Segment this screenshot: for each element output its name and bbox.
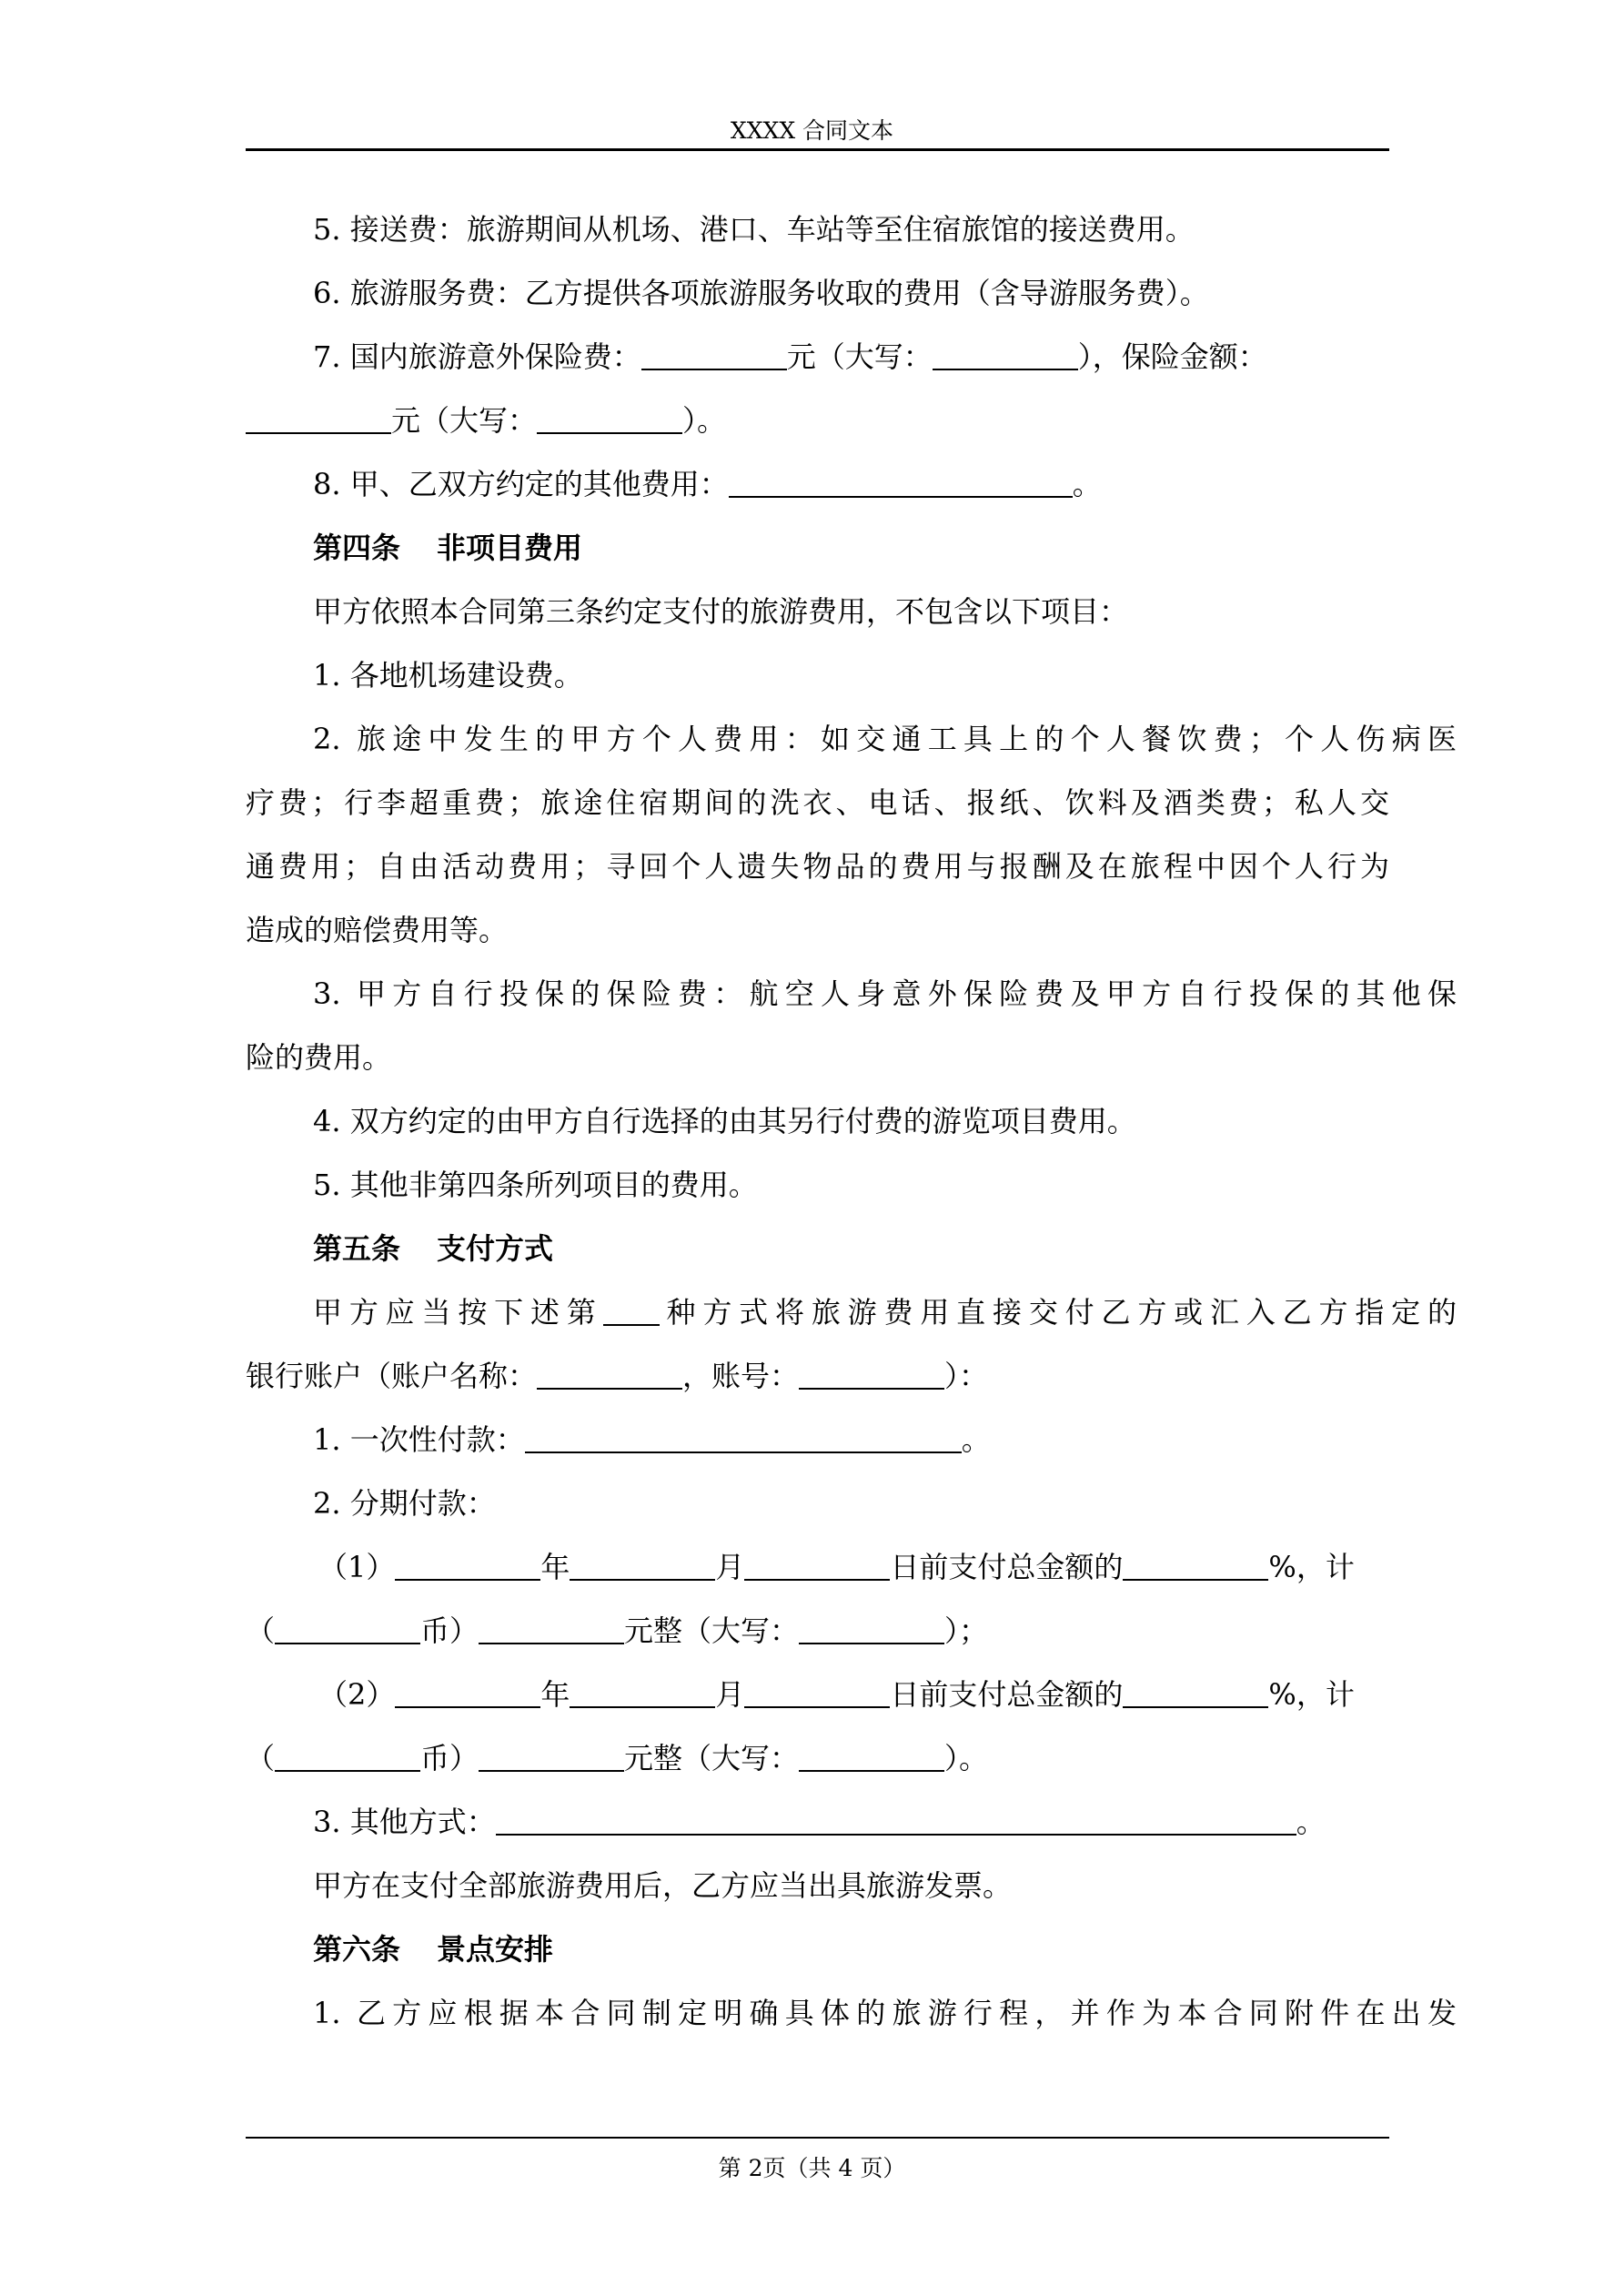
article-5-number: 第五条 (313, 1231, 401, 1266)
article-5-intro (246, 1294, 1457, 1330)
item-7-end: ）。 (682, 403, 727, 438)
article-6-title: 景点安排 (437, 1932, 554, 1967)
installment-1-month-blank[interactable] (570, 1552, 715, 1581)
yuan-label: 元整（大写： (624, 1613, 800, 1648)
header-divider (246, 148, 1389, 151)
article-6-number: 第六条 (313, 1932, 401, 1967)
bank-account-end: ）： (944, 1359, 989, 1393)
payment-option-2: 2. 分期付款： (313, 1486, 496, 1521)
article-4-heading (246, 530, 1457, 566)
item-7-yuan-2: 元（大写： (391, 403, 538, 438)
yuan-label: 元整（大写： (624, 1741, 800, 1775)
year-label: 年 (540, 1550, 570, 1584)
lump-sum-end: 。 (961, 1422, 991, 1457)
article-5-title: 支付方式 (437, 1231, 554, 1266)
article-6-item-1: 1. 乙方应根据本合同制定明确具体的旅游行程，并作为本合同附件在出发 (313, 1996, 1457, 2030)
installment-1-amount-end: ）； (944, 1613, 989, 1648)
installment-1-label: （1） (318, 1550, 396, 1584)
clause-3-item-8 (246, 466, 1457, 502)
clause-3-item-7 (246, 339, 1457, 375)
installment-1-amount-blank[interactable] (479, 1615, 624, 1644)
percent-label: 日前支付总金额的 (890, 1677, 1124, 1712)
item-7-amount-label: ），保险金额： (1077, 339, 1267, 374)
article-4-item-2-line-4: 造成的赔偿费用等。 (246, 913, 509, 947)
bank-account-line (246, 1358, 1389, 1394)
installment-1-percent-blank[interactable] (1123, 1552, 1268, 1581)
installment-2-year-blank[interactable] (395, 1679, 540, 1708)
clause-3-item-5: 5. 接送费：旅游期间从机场、港口、车站等至住宿旅馆的接送费用。 (313, 212, 1195, 247)
invoice-clause: 甲方在支付全部旅游费用后，乙方应当出具旅游发票。 (313, 1868, 1013, 1903)
article-4-intro: 甲方依照本合同第三条约定支付的旅游费用，不包含以下项目： (313, 594, 1129, 629)
payment-option-3 (246, 1804, 1457, 1840)
currency-label: 币） (420, 1613, 479, 1648)
percent-label: 日前支付总金额的 (890, 1550, 1124, 1584)
article-4-title: 非项目费用 (437, 531, 583, 565)
account-name-label: 银行账户（账户名称： (246, 1359, 538, 1393)
installment-1-capital-blank[interactable] (799, 1615, 944, 1644)
year-label: 年 (540, 1677, 570, 1712)
article-4-item-2: 2. 旅途中发生的甲方个人费用：如交通工具上的个人餐饮费；个人伤病医 (313, 722, 1457, 756)
paren-open: （ (246, 1613, 276, 1648)
installment-2-capital-blank[interactable] (799, 1743, 944, 1772)
installment-2-month-blank[interactable] (570, 1679, 715, 1708)
month-label: 月 (715, 1550, 745, 1584)
payment-option-1 (246, 1421, 1457, 1458)
installment-1-day-blank[interactable] (744, 1552, 890, 1581)
page-header-title: XXXX 合同文本 (730, 117, 894, 144)
insured-amount-capital-blank[interactable] (537, 405, 682, 434)
insurance-fee-capital-blank[interactable] (933, 341, 1078, 370)
article-4-item-5: 5. 其他非第四条所列项目的费用。 (313, 1168, 758, 1202)
other-method-label: 3. 其他方式： (313, 1805, 496, 1839)
article-4-item-3-line-2: 险的费用。 (246, 1040, 392, 1075)
installment-2-amount (246, 1740, 1389, 1776)
lump-sum-label: 1. 一次性付款： (313, 1422, 525, 1457)
paren-open: （ (246, 1741, 276, 1775)
article-4-item-2-line-3: 通费用；自由活动费用；寻回个人遗失物品的费用与报酬及在旅程中因个人行为 (246, 849, 1389, 884)
article-5-heading (246, 1230, 1457, 1267)
clause-3-item-7-cont (246, 402, 1389, 439)
lump-sum-blank[interactable] (525, 1424, 962, 1453)
page-number: 第 2页（共 4 页） (718, 2155, 906, 2181)
item-7-yuan: 元（大写： (786, 339, 933, 374)
footer-divider (246, 2137, 1389, 2139)
installment-2-day-blank[interactable] (744, 1679, 890, 1708)
article-4-number: 第四条 (313, 531, 401, 565)
article-5-intro-b: 种方式将旅游费用直接交付乙方或汇入乙方指定的 (659, 1295, 1457, 1330)
insured-amount-blank[interactable] (246, 405, 391, 434)
installment-2-end: %，计 (1268, 1677, 1355, 1712)
installment-1-amount (246, 1613, 1389, 1649)
installment-2-percent-blank[interactable] (1123, 1679, 1268, 1708)
payment-method-number-blank[interactable] (603, 1297, 660, 1326)
installment-1-end: %，计 (1268, 1550, 1355, 1584)
article-4-item-4: 4. 双方约定的由甲方自行选择的由其另行付费的游览项目费用。 (313, 1104, 1136, 1138)
article-4-item-2-line-2: 疗费；行李超重费；旅途住宿期间的洗衣、电话、报纸、饮料及酒类费；私人交 (246, 785, 1389, 820)
installment-2-label: （2） (318, 1677, 396, 1712)
account-number-label: ，账号： (682, 1359, 800, 1393)
installment-1 (246, 1549, 1462, 1585)
month-label: 月 (715, 1677, 745, 1712)
installment-2-currency-blank[interactable] (275, 1743, 420, 1772)
account-name-blank[interactable] (537, 1360, 682, 1390)
article-4-item-3: 3. 甲方自行投保的保险费：航空人身意外保险费及甲方自行投保的其他保 (313, 976, 1457, 1011)
insurance-fee-blank[interactable] (641, 341, 787, 370)
article-4-item-1: 1. 各地机场建设费。 (313, 658, 583, 693)
article-6-heading (246, 1931, 1457, 1967)
other-method-end: 。 (1296, 1805, 1326, 1839)
other-method-blank[interactable] (496, 1806, 1296, 1836)
item-8-label: 8. 甲、乙双方约定的其他费用： (313, 467, 729, 501)
installment-2-amount-blank[interactable] (479, 1743, 624, 1772)
currency-label: 币） (420, 1741, 479, 1775)
installment-2-amount-end: ）。 (944, 1741, 989, 1775)
installment-1-year-blank[interactable] (395, 1552, 540, 1581)
item-7-label: 7. 国内旅游意外保险费： (313, 339, 641, 374)
installment-2 (246, 1676, 1462, 1713)
account-number-blank[interactable] (799, 1360, 944, 1390)
clause-3-item-6: 6. 旅游服务费：乙方提供各项旅游服务收取的费用（含导游服务费）。 (313, 276, 1209, 310)
article-5-intro-a: 甲方应当按下述第 (313, 1295, 603, 1330)
installment-1-currency-blank[interactable] (275, 1615, 420, 1644)
other-fees-blank[interactable] (729, 469, 1073, 498)
item-8-end: 。 (1072, 467, 1102, 501)
